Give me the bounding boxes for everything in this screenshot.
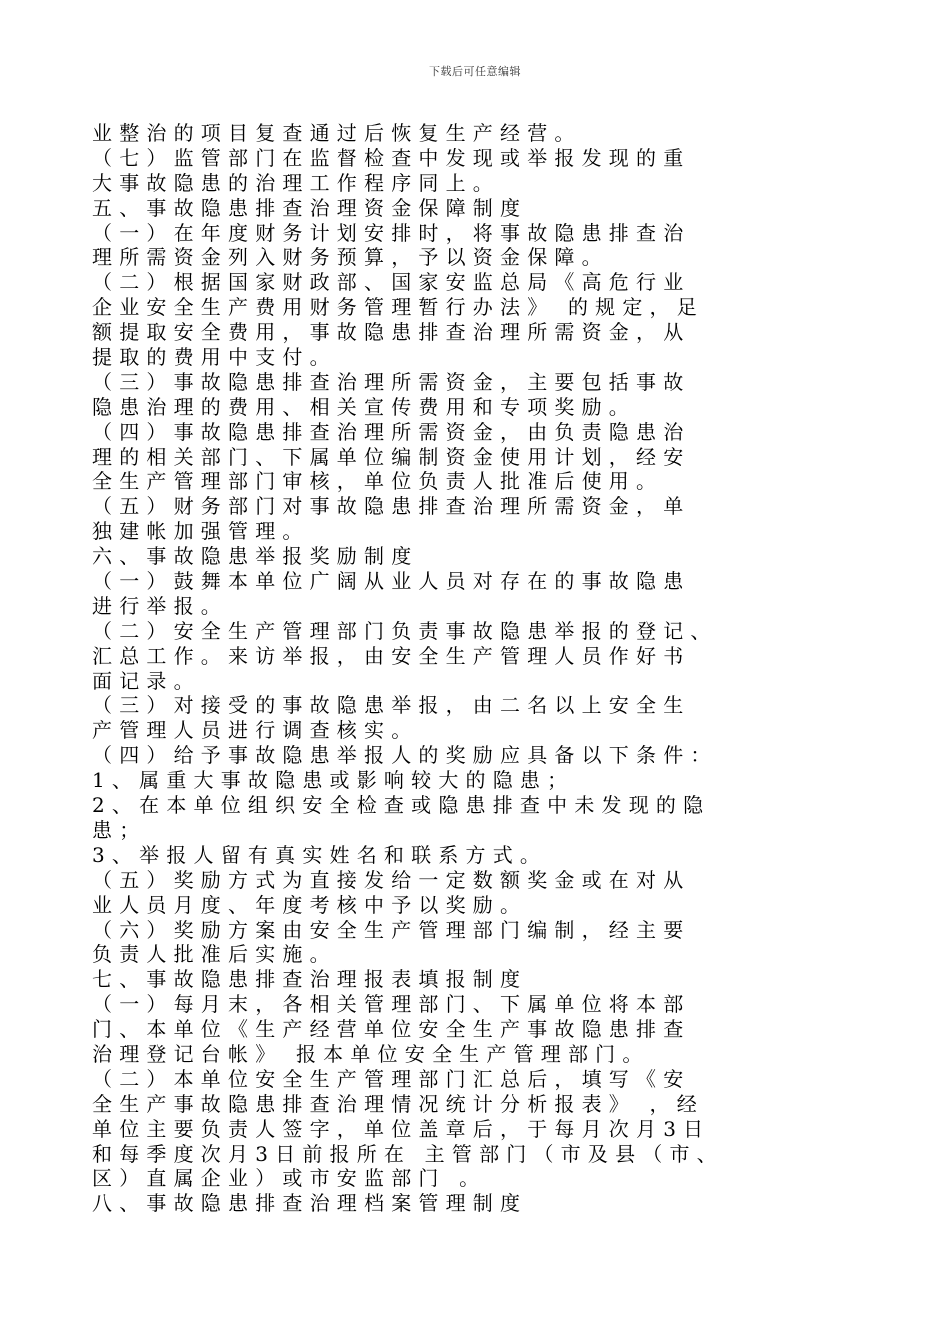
text-line: 七、事故隐患排查治理报表填报制度 — [92, 967, 528, 992]
text-line: 2、在本单位组织安全检查或隐患排查中未发现的隐 — [92, 793, 711, 818]
text-line: 隐患治理的费用、相关宣传费用和专项奖励。 — [92, 394, 636, 419]
text-line: 区）直属企业）或市安监部门 。 — [92, 1166, 487, 1191]
text-line: （三）事故隐患排查治理所需资金，主要包括事故 — [92, 369, 691, 394]
text-line: 八、事故隐患排查治理档案管理制度 — [92, 1191, 528, 1216]
text-line: 企业安全生产费用财务管理暂行办法》 的规定，足 — [92, 295, 704, 320]
text-line: 独建帐加强管理。 — [92, 519, 310, 544]
text-line: 进行举报。 — [92, 593, 228, 618]
text-line: 单位主要负责人签字，单位盖章后，于每月次月3日 — [92, 1116, 711, 1141]
text-line: 六、事故隐患举报奖励制度 — [92, 544, 419, 569]
text-line: 业人员月度、年度考核中予以奖励。 — [92, 892, 528, 917]
text-line: 全生产管理部门审核，单位负责人批准后使用。 — [92, 469, 664, 494]
text-line: （七）监管部门在监督检查中发现或举报发现的重 — [92, 145, 691, 170]
text-line: 1、属重大事故隐患或影响较大的隐患； — [92, 768, 575, 793]
text-line: （六）奖励方案由安全生产管理部门编制，经主要 — [92, 917, 691, 942]
text-line: 患； — [92, 817, 147, 842]
text-line: （五）奖励方式为直接发给一定数额奖金或在对从 — [92, 867, 691, 892]
text-line: （二）根据国家财政部、国家安监总局《高危行业 — [92, 270, 691, 295]
text-line: （一）鼓舞本单位广阔从业人员对存在的事故隐患 — [92, 569, 691, 594]
text-line: 额提取安全费用，事故隐患排查治理所需资金，从 — [92, 320, 691, 345]
text-line: 和每季度次月3日前报所在 主管部门（市及县（市、 — [92, 1141, 724, 1166]
text-line: 面记录。 — [92, 668, 201, 693]
page-header-note: 下载后可任意编辑 — [429, 65, 521, 78]
text-line: 提取的费用中支付。 — [92, 345, 337, 370]
text-line: （三）对接受的事故隐患举报，由二名以上安全生 — [92, 693, 691, 718]
text-line: 汇总工作。来访举报，由安全生产管理人员作好书 — [92, 643, 691, 668]
text-line: 门、本单位《生产经营单位安全生产事故隐患排查 — [92, 1017, 691, 1042]
text-line: （五）财务部门对事故隐患排查治理所需资金，单 — [92, 494, 691, 519]
text-line: 理的相关部门、下属单位编制资金使用计划，经安 — [92, 444, 691, 469]
text-line: 负责人批准后实施。 — [92, 942, 337, 967]
text-line: （一）在年度财务计划安排时，将事故隐患排查治 — [92, 220, 691, 245]
text-line: （四）事故隐患排查治理所需资金，由负责隐患治 — [92, 419, 691, 444]
text-line: 全生产事故隐患排查治理情况统计分析报表》 ，经 — [92, 1091, 704, 1116]
text-line: 3、举报人留有真实姓名和联系方式。 — [92, 842, 548, 867]
text-line: 理所需资金列入财务预算，予以资金保障。 — [92, 245, 609, 270]
text-line: （四）给予事故隐患举报人的奖励应具备以下条件： — [92, 743, 718, 768]
text-line: 治理登记台帐》 报本单位安全生产管理部门。 — [92, 1041, 650, 1066]
text-line: 大事故隐患的治理工作程序同上。 — [92, 170, 500, 195]
text-line: （一）每月末，各相关管理部门、下属单位将本部 — [92, 992, 691, 1017]
text-line: 产管理人员进行调查核实。 — [92, 718, 419, 743]
text-line: 业整治的项目复查通过后恢复生产经营。 — [92, 121, 582, 145]
document-body — [92, 121, 852, 1216]
text-line: 五、事故隐患排查治理资金保障制度 — [92, 195, 528, 220]
text-line: （二）安全生产管理部门负责事故隐患举报的登记、 — [92, 618, 718, 643]
text-line: （二）本单位安全生产管理部门汇总后，填写《安 — [92, 1066, 691, 1091]
